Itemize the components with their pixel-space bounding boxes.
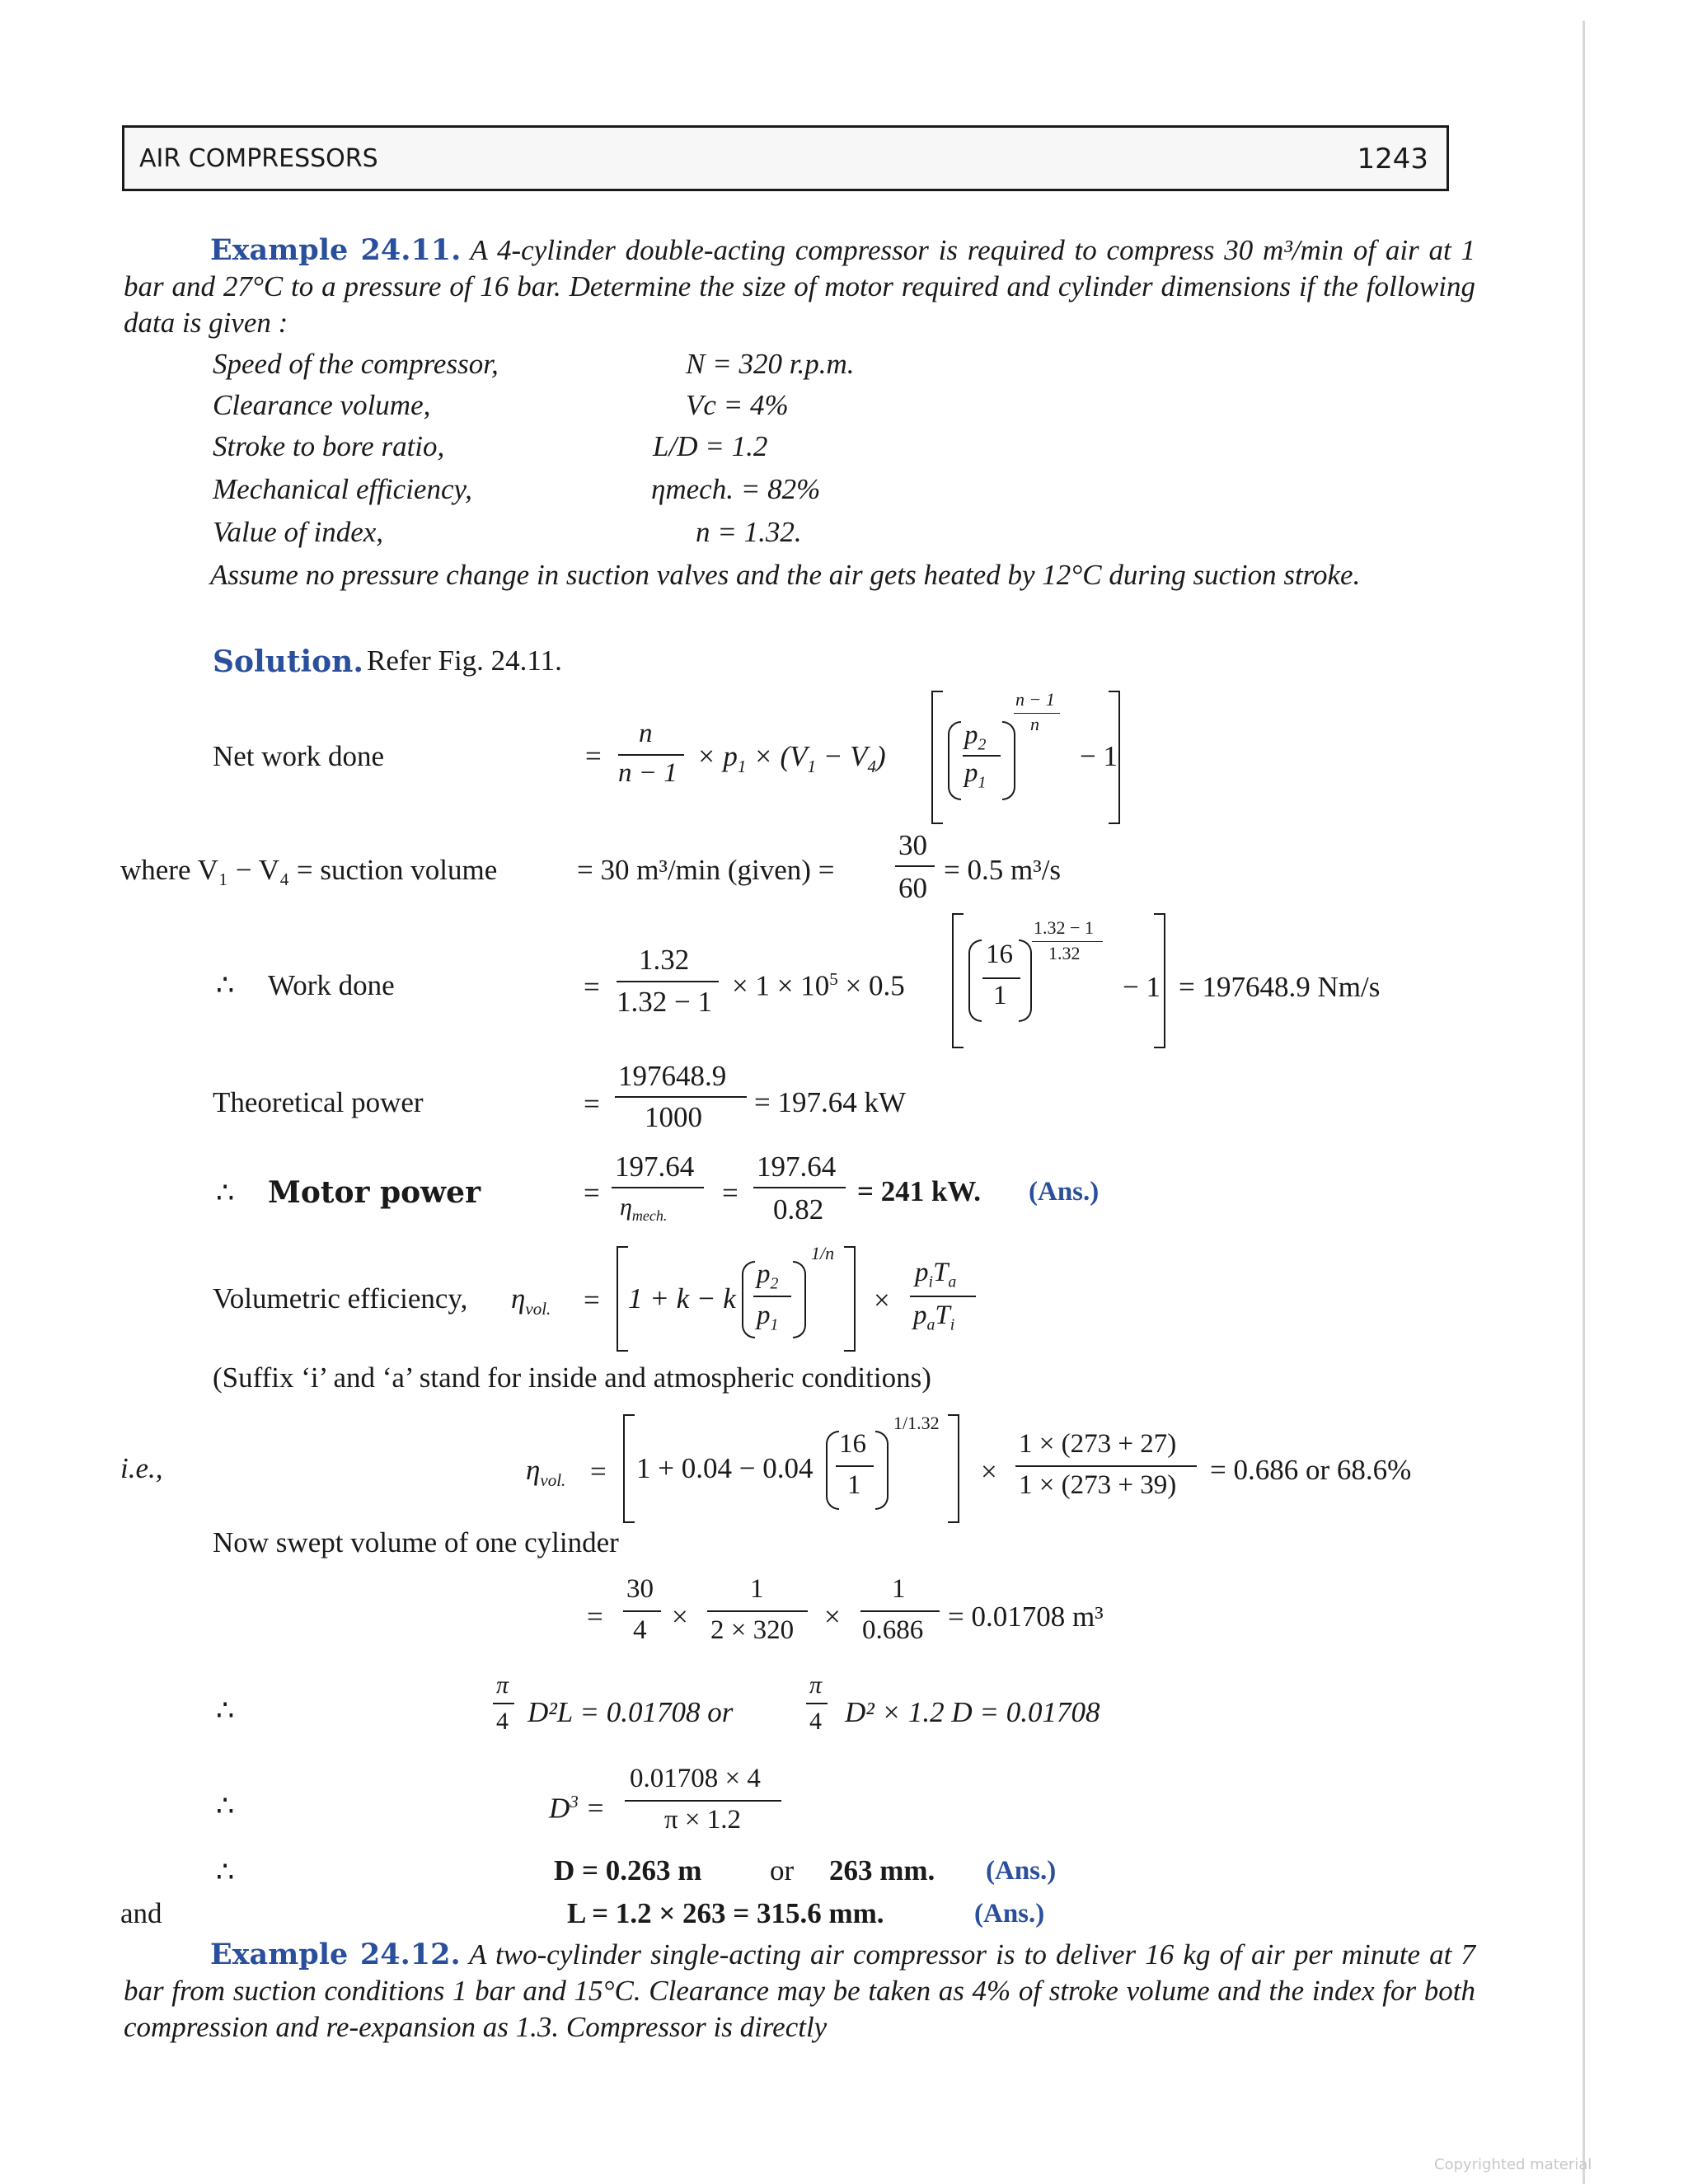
data-name: Mechanical efficiency, [213,473,472,505]
work-done-result: = 197648.9 Nm/s [1179,971,1381,1003]
suction-value: = 30 m³/min (given) = [577,854,835,886]
therefore-symbol: ∴ [216,969,235,1001]
motor-power-label: Motor power [268,1175,481,1210]
suffix-note: (Suffix ‘i’ and ‘a’ stand for inside and atmospheric conditions) [213,1361,931,1394]
data-name: Value of index, [213,516,384,548]
data-value: L/D = 1.2 [653,430,768,462]
net-work-label: Net work done [213,740,385,772]
data-name: Clearance volume, [213,389,431,421]
motor-power-result: = 241 kW. [857,1175,981,1207]
vol-eff-result: = 0.686 or 68.6% [1210,1454,1412,1486]
d-or: or [770,1854,795,1886]
data-value: ηmech. = 82% [651,473,821,505]
swept-volume-result: = 0.01708 m³ [948,1601,1104,1633]
page-edge [1582,21,1585,2184]
suction-where: where V₁ − V₄ = suction volume [120,854,498,886]
theoretical-power-label: Theoretical power [213,1086,424,1118]
answer-tag: (Ans.) [974,1899,1045,1929]
example-24-11-label: Example 24.11. [210,233,462,267]
answer-tag: (Ans.) [1029,1177,1100,1207]
example-24-12-label: Example 24.12. [210,1938,461,1971]
running-title: AIR COMPRESSORS [139,144,378,173]
example-24-11-text: A 4-cylinder double-acting compressor is required to compress 30 m³/min of air at 1 bar and 27°C to a pressure of 16 bar. Determine the size of motor required and cylinder dimensions if the following data is given : [124,234,1476,339]
and-label: and [120,1897,162,1929]
swept-volume-label: Now swept volume of one cylinder [213,1526,619,1558]
therefore-symbol: ∴ [216,1856,235,1888]
example-24-12-paragraph [124,1937,1475,2046]
work-done-label: Work done [268,969,395,1001]
d2l-text-b: D² × 1.2 D = 0.01708 [845,1696,1100,1728]
therefore-symbol: ∴ [216,1790,235,1822]
l-result: L = 1.2 × 263 = 315.6 mm. [567,1897,884,1929]
vol-eff-label: Volumetric efficiency, [213,1282,468,1315]
data-value: n = 1.32. [696,516,802,548]
example-24-11-paragraph [124,232,1475,341]
assumption-text: Assume no pressure change in suction valves and the air gets heated by 12°C during suction stroke. [210,559,1361,591]
ie-label: i.e., [120,1452,163,1484]
answer-tag: (Ans.) [986,1856,1057,1886]
solution-label: Solution. [213,644,363,679]
data-name: Stroke to bore ratio, [213,430,445,462]
example-24-12-text: A two-cylinder single-acting air compressor is to deliver 16 kg of air per minute at 7 bar from suction conditions 1 bar and 15°C. Clearance may be taken as 4% of stroke volume and the index for both compression and re-expansion as 1.3. Compressor is directly [124,1938,1475,2043]
d-mm: 263 mm. [829,1854,935,1886]
page-header [122,125,1449,191]
d2l-text: D²L = 0.01708 or [528,1696,734,1728]
suction-result: = 0.5 m³/s [944,854,1062,886]
data-value: N = 320 r.p.m. [686,348,855,380]
therefore-symbol: ∴ [216,1177,235,1209]
theoretical-power-result: = 197.64 kW [754,1086,907,1118]
copyright-watermark: Copyrighted material [1434,2156,1592,2173]
page-number: 1243 [1357,143,1428,176]
d-result: D = 0.263 m [554,1854,702,1886]
assumption-paragraph [124,557,1475,593]
therefore-symbol: ∴ [216,1694,235,1727]
data-value: Vc = 4% [686,389,789,421]
solution-ref: Refer Fig. 24.11. [367,644,562,677]
data-name: Speed of the compressor, [213,348,499,380]
